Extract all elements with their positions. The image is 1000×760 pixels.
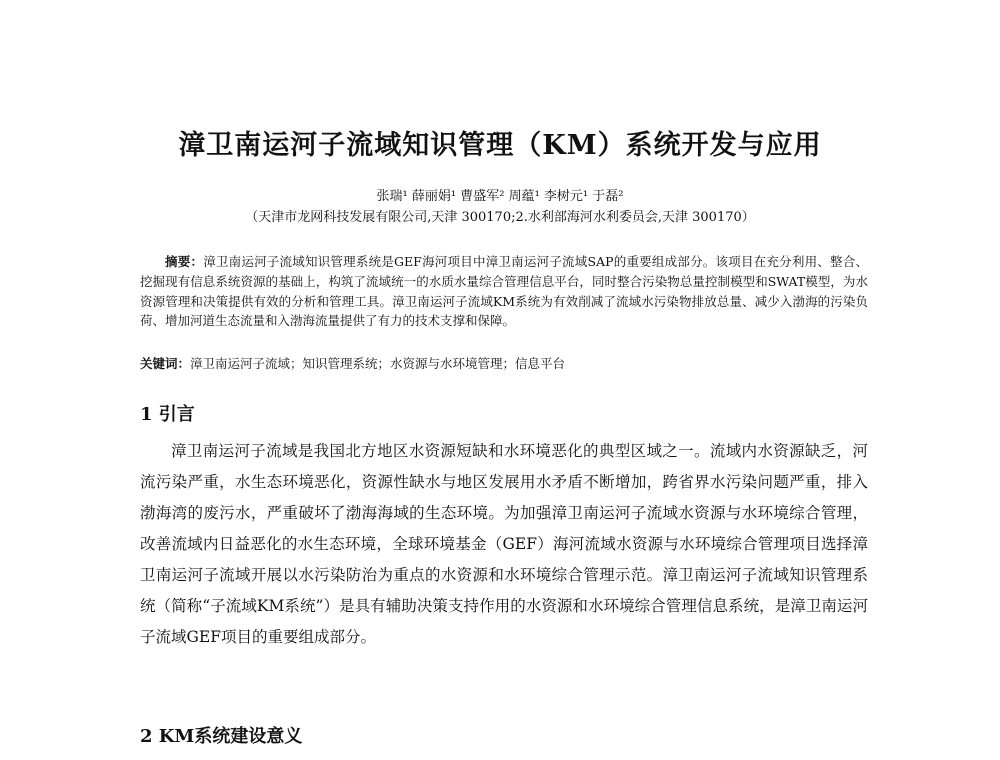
abstract-text: 漳卫南运河子流域知识管理系统是GEF海河项目中漳卫南运河子流域SAP的重要组成部分。该项目在充分利用、整合、挖掘现有信息系统资源的基础上，构筑了流域统一的水质水量综合管理信息平台，同时整合污染物总量控制模型和SWAT模型，为水资源管理和决策提供有效的分析和管理工具。漳卫南运河子流域KM系统为有效削减了流域水污染物排放总量、减少入渤海的污染负荷、增加河道生态流量和入渤海流量提供了有力的技术支撑和保障。 (140, 254, 868, 329)
keywords-label: 关键词： (140, 356, 191, 371)
keywords-line (140, 354, 868, 374)
keywords-text: 漳卫南运河子流域；知识管理系统；水资源与水环境管理；信息平台 (190, 356, 566, 371)
section-1-paragraph: 漳卫南运河子流域是我国北方地区水资源短缺和水环境恶化的典型区域之一。流域内水资源缺乏，河流污染严重，水生态环境恶化，资源性缺水与地区发展用水矛盾不断增加，跨省界水污染问题严重，排入渤海湾的废污水，严重破坏了渤海海域的生态环境。为加强漳卫南运河子流域水资源与水环境综合管理，改善流域内日益恶化的水生态环境，全球环境基金（GEF）海河流域水资源与水环境综合管理项目选择漳卫南运河子流域开展以水污染防治为重点的水资源和水环境综合管理示范。漳卫南运河子流域知识管理系统（简称“子流域KM系统”）是具有辅助决策支持作用的水资源和水环境综合管理信息系统，是漳卫南运河子流域GEF项目的重要组成部分。 (140, 442, 868, 646)
abstract-paragraph (140, 252, 868, 331)
affiliation-line: （天津市龙网科技发展有限公司,天津 300170;2.水利部海河水利委员会,天津 300170） (245, 210, 755, 225)
author-list: 张瑞¹ 薛丽娟¹ 曹盛军² 周蕴¹ 李树元¹ 于磊² (376, 189, 624, 204)
abstract-block (140, 252, 868, 331)
paper-title: 漳卫南运河子流域知识管理（KM）系统开发与应用 (178, 130, 822, 161)
section-1-heading: 1 引言 (140, 404, 195, 425)
section-2-heading: 2 KM系统建设意义 (140, 726, 303, 747)
section-1-body (140, 436, 868, 653)
abstract-label: 摘要： (165, 254, 204, 269)
